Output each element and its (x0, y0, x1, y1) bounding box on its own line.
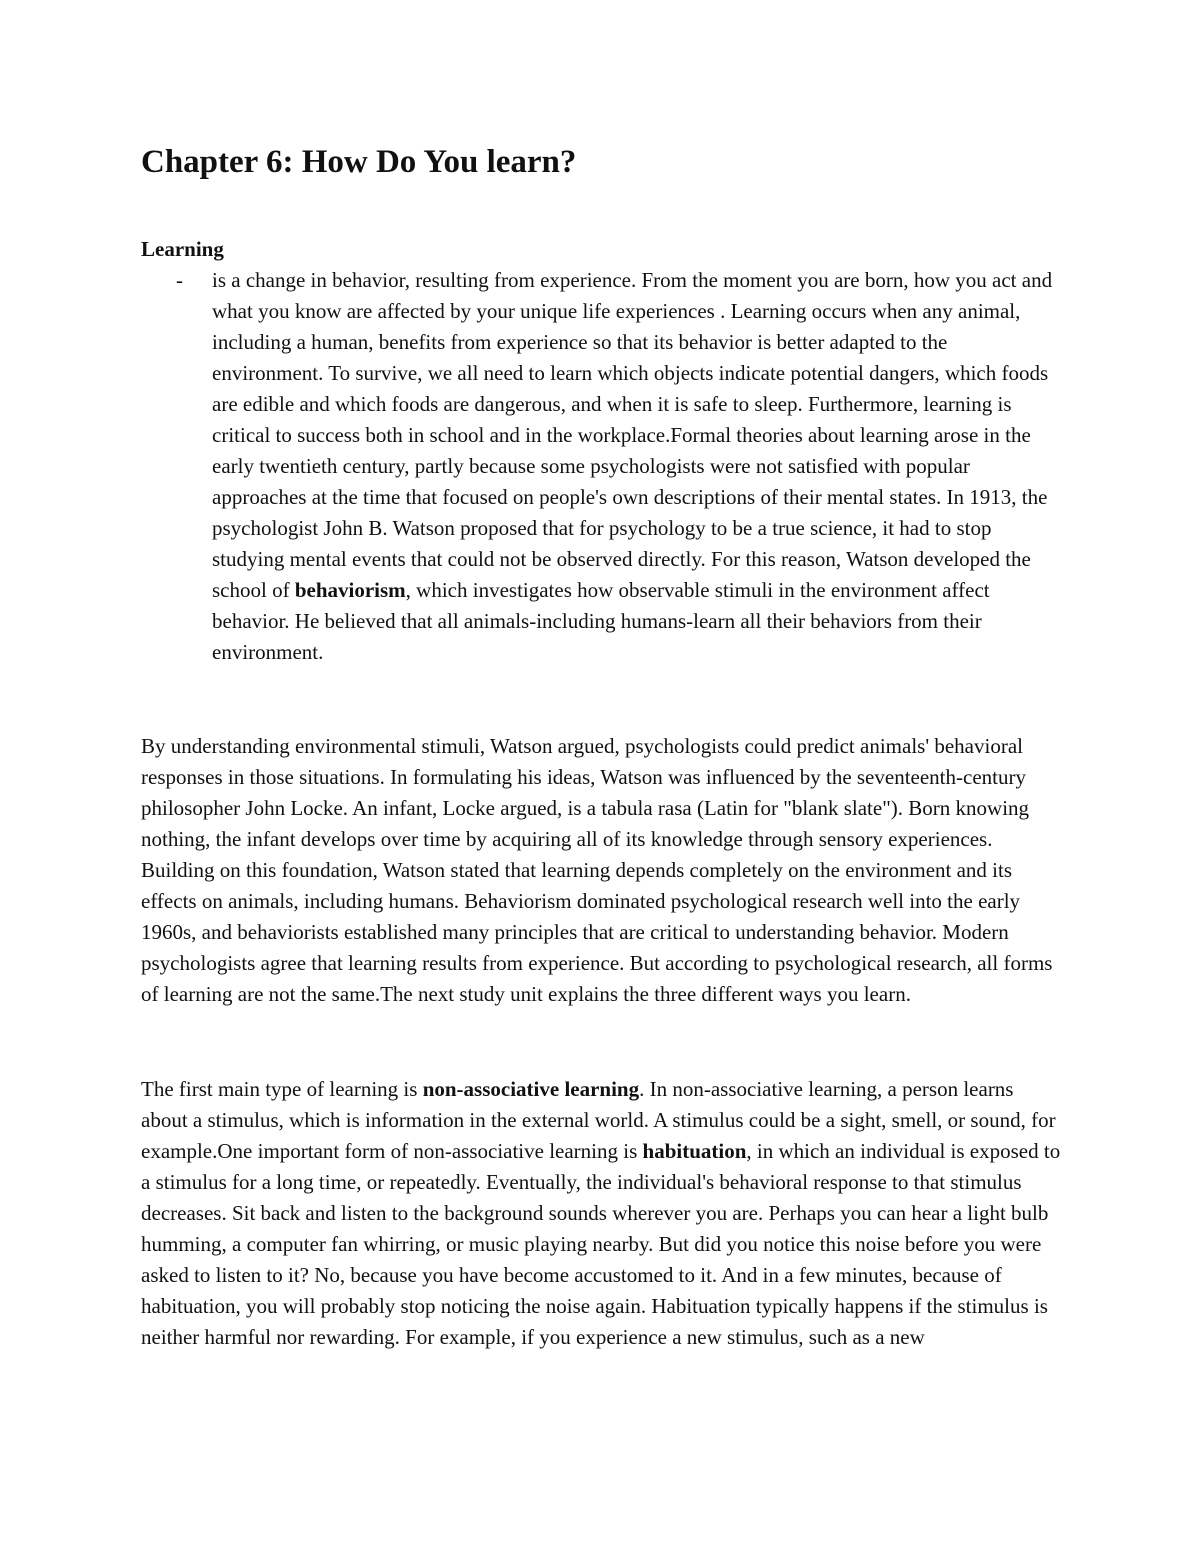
term-behaviorism: behaviorism (294, 578, 406, 602)
paragraph2-text-part2: . In non-associative learning, a person learns about a stimulus, which is information in the external world. A stimulus could be a sight, smell, or sound, for example.One important form of non-associative learning is (141, 1077, 1056, 1163)
paragraph2-text-part3: , in which an individual is exposed to a stimulus for a long time, or repeatedly. Eventually, the individual's behavioral response to that stimulus decreases. Sit back and listen to the background sounds wherever you are. Perhaps you can hear a light bulb humming, a computer fan whirring, or music playing nearby. But did you notice this noise before you were asked to listen to it? No, because you have become accustomed to it. And in a few minutes, because of habituation, you will probably stop noticing the noise again. Habituation typically happens if the stimulus is neither harmful nor rewarding. For example, if you experience a new stimulus, such as a new (141, 1139, 1061, 1349)
chapter-title: Chapter 6: How Do You learn? (141, 144, 577, 180)
list-bullet-dash: - (176, 268, 183, 292)
paragraph2-text-part1: The first main type of learning is (141, 1077, 423, 1101)
section-heading-learning: Learning (141, 237, 224, 261)
term-non-associative-learning: non-associative learning (422, 1077, 640, 1101)
paragraph-watson-locke: By understanding environmental stimuli, Watson argued, psychologists could predict animals' behavioral responses in those situations. In formulating his ideas, Watson was influenced by the seventeenth-century philosopher John Locke. An infant, Locke argued, is a tabula rasa (Latin for "blank slate"). Born knowing nothing, the infant develops over time by acquiring all of its knowledge through sensory experiences. Building on this foundation, Watson stated that learning depends completely on the environment and its effects on animals, including humans. Behaviorism dominated psychological research well into the early 1960s, and behaviorists established many principles that are critical to understanding behavior. Modern psychologists agree that learning results from experience. But according to psychological research, all forms of learning are not the same.The next study unit explains the three different ways you learn. (141, 734, 1053, 1006)
list-item-learning-definition (212, 265, 1060, 668)
definition-list (141, 265, 1066, 668)
term-habituation: habituation (642, 1139, 747, 1163)
definition-text-part1: is a change in behavior, resulting from experience. From the moment you are born, how you act and what you know are affected by your unique life experiences . Learning occurs when any animal, including a human, benefits from experience so that its behavior is better adapted to the environment. To survive, we all need to learn which objects indicate potential dangers, which foods are edible and which foods are dangerous, and when it is safe to sleep. Furthermore, learning is critical to success both in school and in the workplace.Formal theories about learning arose in the early twentieth century, partly because some psychologists were not satisfied with popular approaches at the time that focused on people's own descriptions of their mental states. In 1913, the psychologist John B. Watson proposed that for psychology to be a true science, it had to stop studying mental events that could not be observed directly. For this reason, Watson developed the school of (212, 268, 1053, 602)
paragraph-non-associative (141, 1074, 1061, 1353)
document-page (141, 0, 1066, 1553)
definition-text-part2: , which investigates how observable stimuli in the environment affect behavior. He believed that all animals-including humans-learn all their behaviors from their environment. (212, 578, 990, 664)
